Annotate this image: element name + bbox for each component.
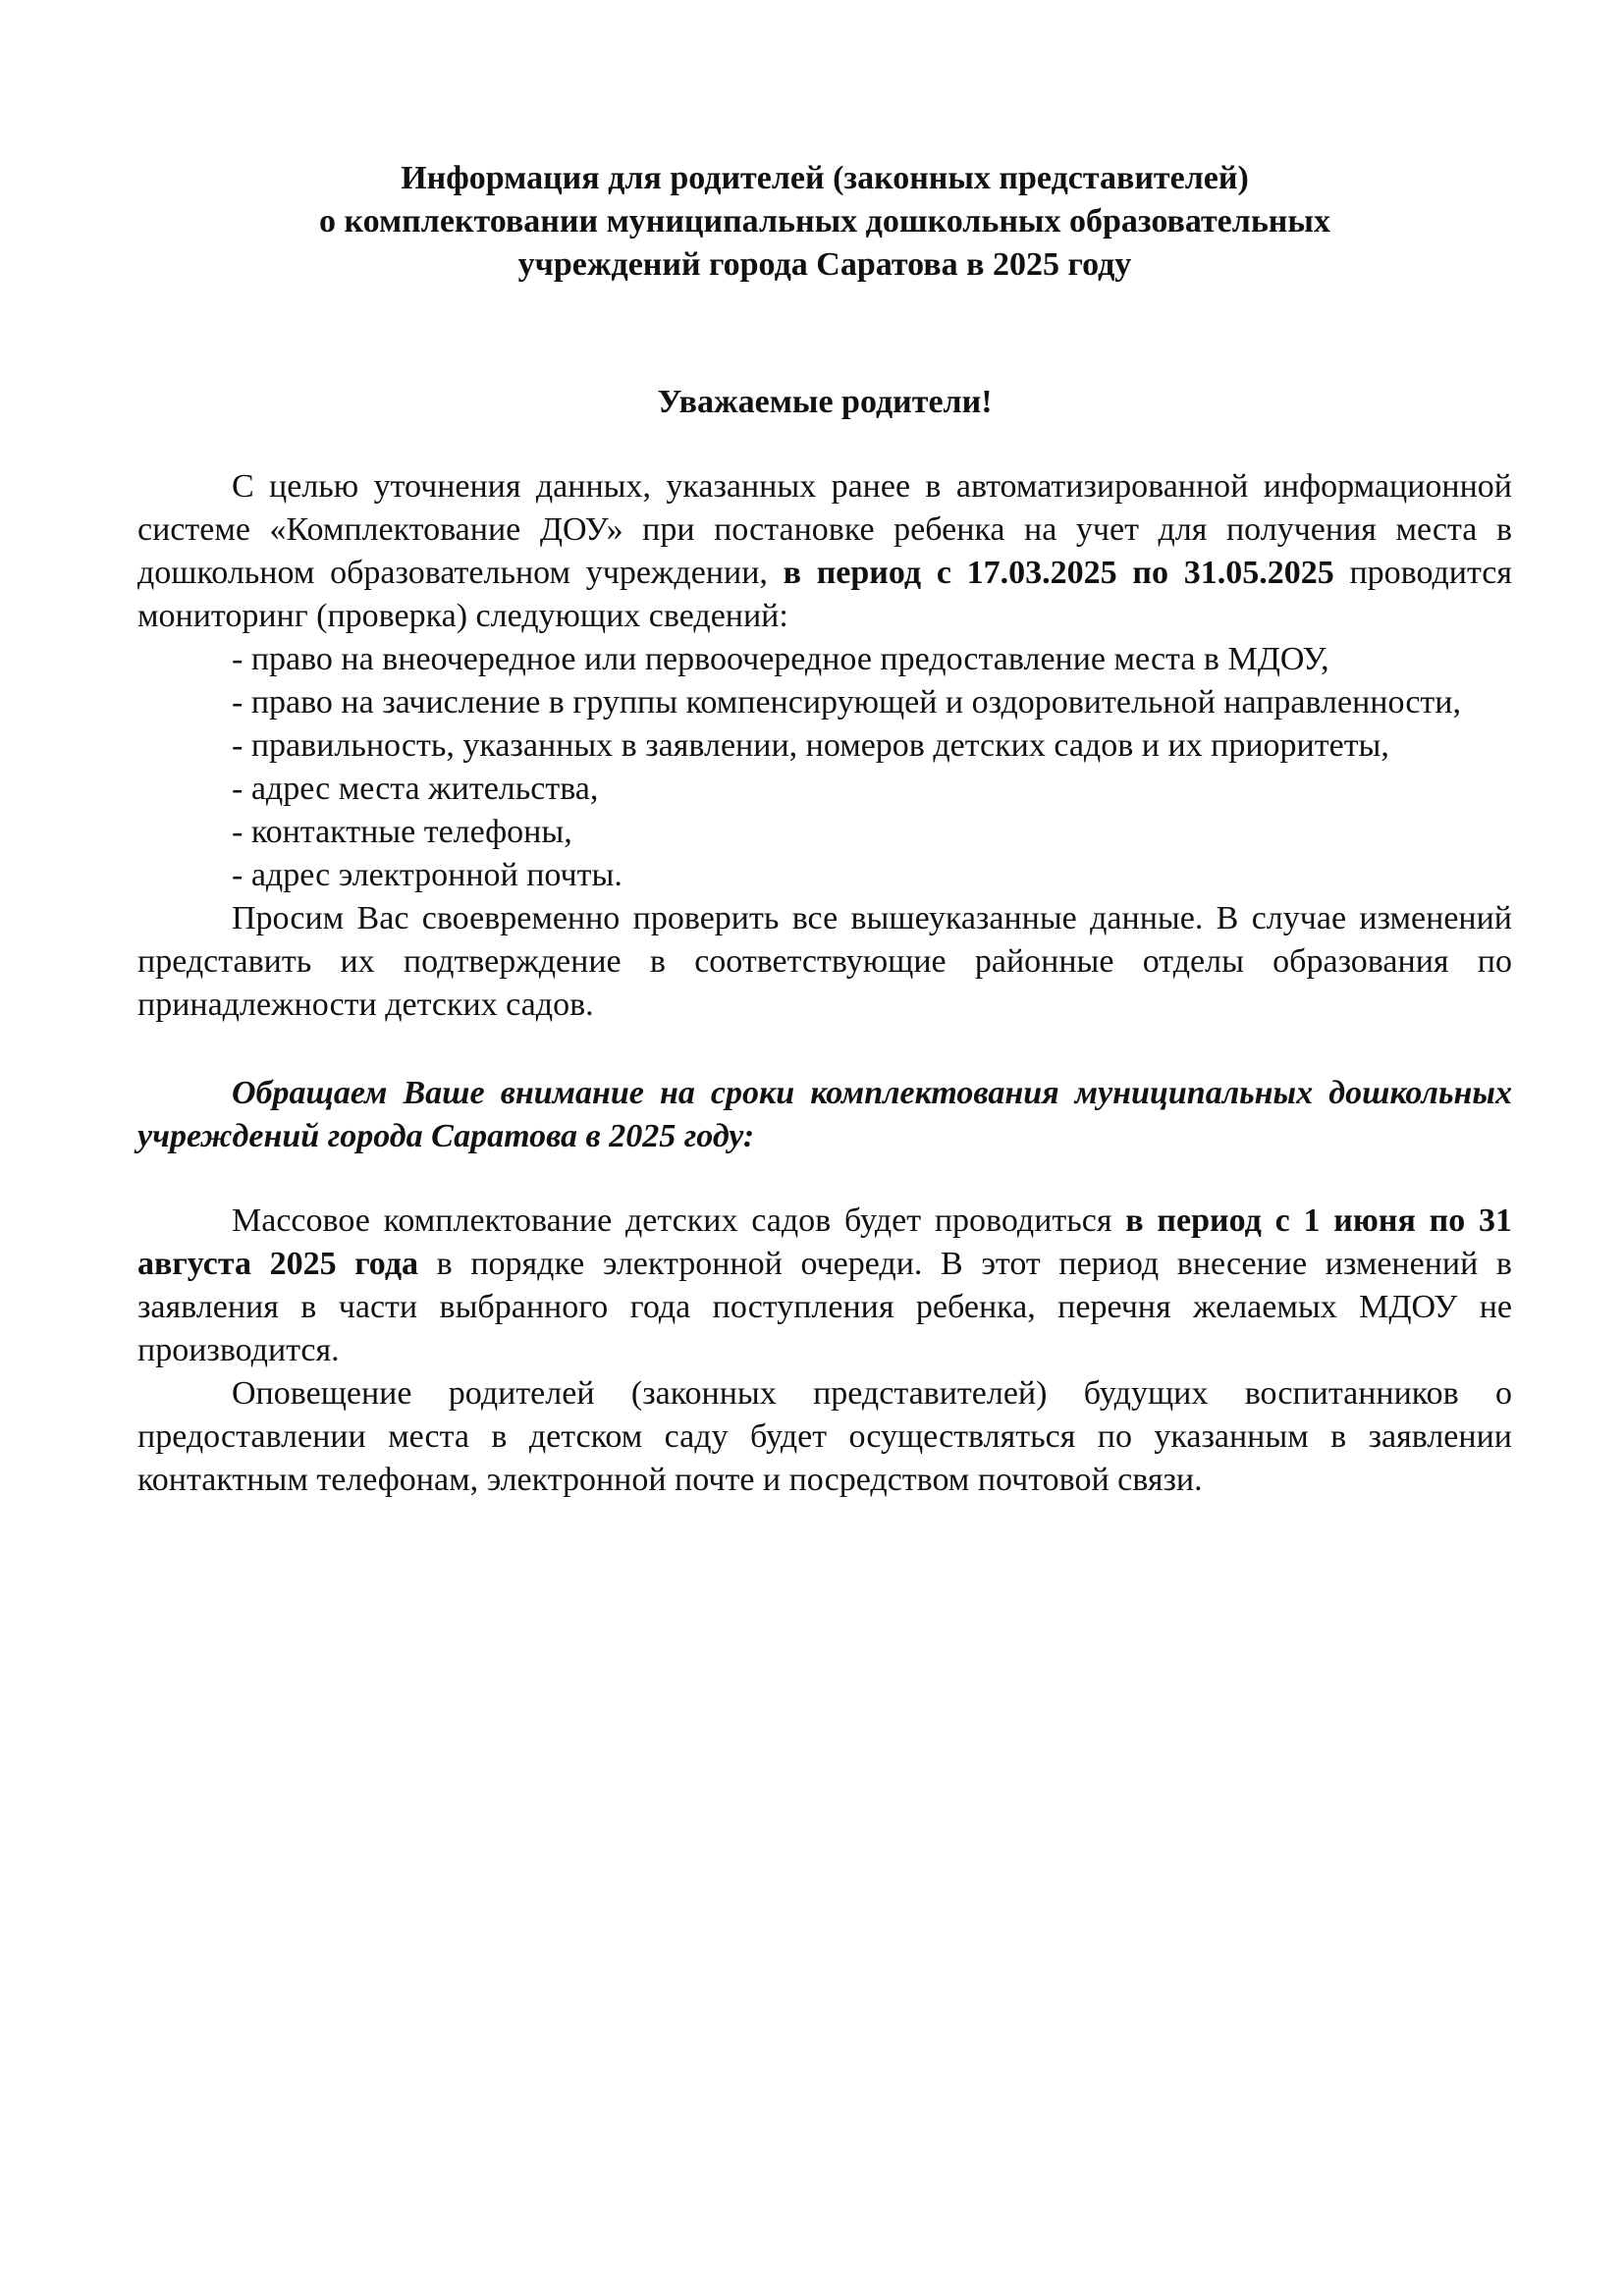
checklist-item: - контактные телефоны, — [232, 814, 572, 850]
notice-paragraph: Обращаем Ваше внимание на сроки комплектования муниципальных дошкольных учреждений города Саратова в 2025 году: — [137, 1075, 1512, 1154]
checklist-item: - право на зачисление в группы компенсирующей и оздоровительной направленности, — [232, 684, 1461, 721]
intro-text-before: С целью уточнения данных, указанных ранее в автоматизированной информационной системе «Комплектование ДОУ» при постановке ребенка на учет для получения места в дошкольном образовательном учреждении, — [137, 468, 1512, 591]
checklist-item: - адрес электронной почты. — [232, 857, 623, 893]
intro-period: в период с 17.03.2025 по 31.05.2025 — [783, 555, 1334, 591]
mass-enrollment-paragraph — [137, 1200, 1512, 1372]
greeting: Уважаемые родители! — [657, 384, 993, 420]
notification-paragraph: Оповещение родителей (законных представителей) будущих воспитанников о предоставлении места в детском саду будет осуществляться по указанным в заявлении контактным телефонам, электронной почте и посредством почтовой связи. — [137, 1375, 1512, 1498]
document-page — [137, 157, 1512, 1502]
checklist-item: - адрес места жительства, — [232, 771, 599, 807]
intro-paragraph — [137, 465, 1512, 638]
document-title — [137, 157, 1512, 287]
checklist-item: - правильность, указанных в заявлении, номеров детских садов и их приоритеты, — [232, 727, 1389, 764]
request-paragraph: Просим Вас своевременно проверить все вышеуказанные данные. В случае изменений представить их подтверждение в соответствующие районные отделы образования по принадлежности детских садов. — [137, 900, 1512, 1023]
title-line-2: о комплектовании муниципальных дошкольных образовательных — [319, 203, 1330, 240]
mass-enrollment-text-after: в порядке электронной очереди. В этот период внесение изменений в заявления в части выбранного года поступления ребенка, перечня желаемых МДОУ не производится. — [137, 1246, 1512, 1368]
intro-text-after: проводится мониторинг (проверка) следующих сведений: — [137, 555, 1512, 634]
mass-enrollment-period: в период с 1 июня по 31 августа 2025 года — [137, 1202, 1512, 1282]
checklist-item: - право на внеочередное или первоочередное предоставление места в МДОУ, — [232, 641, 1329, 677]
mass-enrollment-text-before: Массовое комплектование детских садов будет проводиться — [232, 1202, 1126, 1239]
title-line-1: Информация для родителей (законных представителей) — [401, 160, 1249, 196]
title-line-3: учреждений города Саратова в 2025 году — [517, 246, 1132, 283]
